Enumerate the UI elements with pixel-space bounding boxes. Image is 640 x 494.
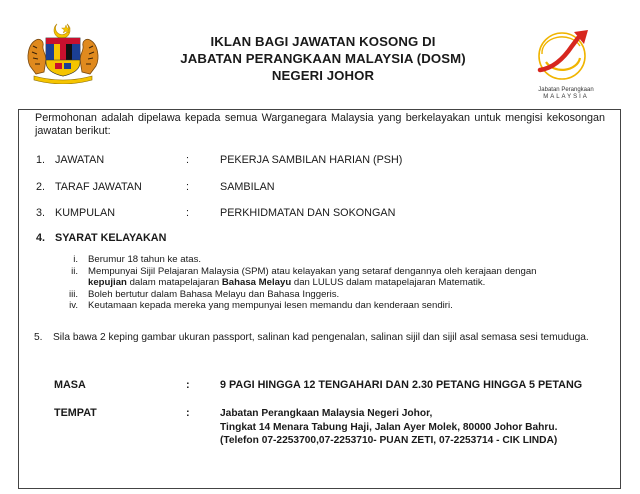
- requirement-text: Mempunyai Sijil Pelajaran Malaysia (SPM) atau kelayakan yang setaraf dengannya oleh kerajaan dengan: [88, 265, 537, 277]
- tempat-colon: :: [186, 407, 190, 419]
- requirement-text: Berumur 18 tahun ke atas.: [88, 254, 202, 265]
- list-item: [60, 289, 608, 301]
- item-1-value: PEKERJA SAMBILAN HARIAN (PSH): [220, 154, 403, 166]
- tempat-line-2: Tingkat 14 Menara Tabung Haji, Jalan Ayer Molek, 80000 Johor Bahru.: [220, 421, 558, 433]
- header: [0, 0, 640, 100]
- malaysia-coat-of-arms-logo: [24, 22, 102, 84]
- title-line-1: IKLAN BAGI JAWATAN KOSONG DI: [210, 34, 436, 49]
- list-item: [60, 266, 608, 289]
- item-1-colon: :: [186, 154, 189, 166]
- intro-paragraph: Permohonan adalah dipelawa kepada semua Warganegara Malaysia yang berkelayakan untuk mengisi kekosongan jawatan berikut:: [35, 112, 605, 137]
- requirement-text: dalam matapelajaran: [129, 277, 220, 289]
- item-3-number: 3.: [36, 207, 46, 219]
- item-5: [34, 331, 610, 344]
- tempat-value: [220, 407, 557, 448]
- item-2-value: SAMBILAN: [220, 181, 275, 193]
- advert-title: [150, 33, 496, 84]
- masa-label: MASA: [54, 379, 86, 391]
- title-line-2: JABATAN PERANGKAAN MALAYSIA (DOSM): [180, 51, 466, 66]
- requirement-text: Boleh bertutur dalam Bahasa Melayu dan Bahasa Inggeris.: [88, 288, 340, 300]
- item-2-colon: :: [186, 181, 189, 193]
- item-3-value: PERKHIDMATAN DAN SOKONGAN: [220, 207, 396, 219]
- dosm-caption-name: Jabatan Perangkaan: [538, 87, 594, 93]
- list-item: [60, 254, 608, 266]
- roman-numeral: iii.: [68, 288, 78, 300]
- item-3-colon: :: [186, 207, 189, 219]
- requirements-list: [60, 254, 608, 312]
- roman-numeral: iv.: [69, 300, 78, 312]
- dosm-caption-country: MALAYSIA: [543, 94, 589, 100]
- requirement-bold-credit: kepujian: [88, 277, 127, 289]
- title-line-3: NEGERI JOHOR: [271, 68, 375, 83]
- masa-colon: :: [186, 379, 190, 391]
- roman-numeral: ii.: [71, 265, 78, 277]
- item-1-label: JAWATAN: [55, 154, 105, 166]
- tempat-label: TEMPAT: [54, 407, 97, 419]
- requirement-text: dan LULUS dalam matapelajaran Matematik.: [293, 277, 486, 289]
- list-item: [60, 300, 608, 312]
- tempat-line-1: Jabatan Perangkaan Malaysia Negeri Johor,: [220, 408, 433, 419]
- item-4-label: SYARAT KELAYAKAN: [55, 232, 167, 244]
- item-2-number: 2.: [36, 181, 46, 193]
- item-3-label: KUMPULAN: [55, 207, 115, 219]
- masa-value: 9 PAGI HINGGA 12 TENGAHARI DAN 2.30 PETANG HINGGA 5 PETANG: [220, 379, 583, 391]
- item-1-number: 1.: [36, 154, 46, 166]
- requirement-bold-subject: Bahasa Melayu: [221, 277, 292, 289]
- roman-numeral: i.: [73, 254, 78, 265]
- item-5-number: 5.: [34, 332, 43, 343]
- item-5-text: Sila bawa 2 keping gambar ukuran passport, salinan kad pengenalan, salinan sijil dan sijil asal semasa sesi temuduga.: [53, 332, 589, 343]
- tempat-line-3: (Telefon 07-2253700,07-2253710- PUAN ZETI, 07-2253714 - CIK LINDA): [220, 435, 558, 446]
- requirement-text: Keutamaan kepada mereka yang mempunyai lesen memandu dan kenderaan sendiri.: [88, 300, 453, 312]
- item-2-label: TARAF JAWATAN: [55, 181, 142, 193]
- dosm-caption: [526, 87, 606, 101]
- item-4-number: 4.: [36, 232, 46, 244]
